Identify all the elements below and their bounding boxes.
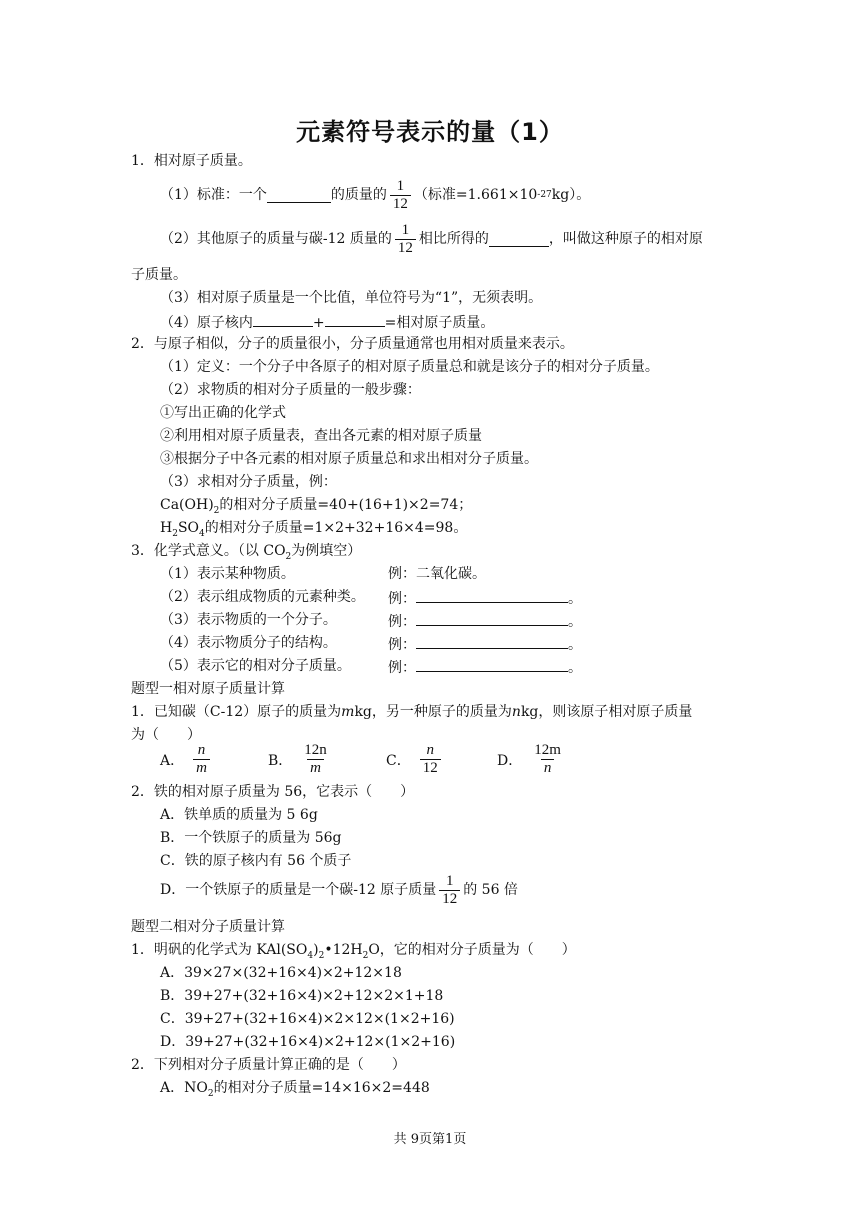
fill-blank[interactable]: [253, 312, 313, 327]
s1-line-1: [160, 176, 590, 214]
s2-step-3: ③根据分子中各元素的相对原子质量总和求出相对分子质量。: [160, 451, 538, 467]
fraction-denominator: 12: [395, 239, 416, 257]
option-text: A．NO: [160, 1080, 208, 1096]
s3-item-1-example: 例：二氧化碳。: [388, 566, 486, 582]
formula-text: SO: [177, 520, 200, 536]
fraction-numerator: 1: [396, 177, 405, 194]
t1-question-1: [131, 703, 692, 721]
option-fraction: [420, 742, 441, 777]
topic-1-heading: 题型一相对原子质量计算: [131, 681, 285, 697]
subscript: 2: [172, 528, 178, 539]
section-2-heading: 2．与原子相似，分子的质量很小，分子质量通常也用相对质量来表示。: [131, 336, 574, 352]
subscript: 2: [318, 950, 325, 961]
subscript: 2: [213, 505, 220, 516]
fill-blank[interactable]: [267, 188, 331, 203]
formula-text: 的相对分子质量=40+(16+1)×2=74；: [219, 497, 473, 513]
s1-line-2-cont: 子质量。: [131, 267, 187, 283]
s2-step-2: ②利用相对原子质量表，查出各元素的相对原子质量: [160, 428, 482, 444]
option-label: C．: [386, 752, 411, 769]
t2-question-2: 2．下列相对分子质量计算正确的是（ ）: [131, 1057, 406, 1073]
fraction-denominator: 12: [439, 890, 460, 908]
s1-l2-pre: （2）其他原子的质量与碳-12 质量的: [160, 231, 392, 247]
s1-l4-plus: +: [312, 315, 325, 331]
s1-l1-mid: 的质量的: [330, 187, 387, 203]
s1-l2-mid: 相比所得的: [418, 231, 489, 247]
question-text: 1．已知碳（C-12）原子的质量为: [131, 704, 342, 720]
fraction-one-twelfth: [439, 873, 460, 908]
s1-line-3: （3）相对原子质量是一个比值，单位符号为“1”，无须表明。: [160, 290, 543, 306]
fraction-numerator: 1: [401, 221, 410, 238]
example-end: 。: [568, 591, 582, 607]
fill-blank[interactable]: [325, 312, 385, 327]
section-1-heading: 1．相对原子质量。: [131, 153, 252, 169]
t1-q2-option-a[interactable]: A．铁单质的质量为 5 6g: [160, 807, 318, 823]
s2-example-2: [160, 519, 467, 543]
option-c[interactable]: [386, 742, 444, 777]
example-prefix: 例：: [388, 637, 416, 653]
s2-example-1: [160, 496, 472, 520]
example-end: 。: [568, 637, 582, 653]
t1-question-2: 2．铁的相对原子质量为 56，它表示（ ）: [131, 784, 415, 800]
subscript: 2: [285, 551, 292, 562]
t1-question-1-cont: 为（ ）: [131, 727, 201, 743]
example-end: 。: [568, 614, 582, 630]
fraction-one-twelfth: [395, 222, 416, 257]
fill-blank[interactable]: [416, 634, 568, 649]
fraction-numerator: n: [426, 742, 434, 758]
example-prefix: 例：: [388, 660, 416, 676]
fraction-numerator: n: [197, 742, 206, 758]
question-text: kg，另一种原子的质量为: [354, 704, 512, 720]
page-footer: 共 9页第1页: [393, 1132, 467, 1147]
s1-l2-post: ，叫做这种原子的相对原: [548, 231, 703, 247]
option-text: D．一个铁原子的质量是一个碳-12 原子质量: [160, 882, 437, 898]
t1-q2-option-c[interactable]: C．铁的原子核内有 56 个质子: [160, 853, 352, 869]
fraction-denominator: m: [193, 759, 210, 777]
fraction-denominator: 12: [420, 759, 441, 777]
s3-item-1-label: （1）表示某种物质。: [160, 566, 295, 582]
example-prefix: 例：: [388, 591, 416, 607]
s1-l1-end: kg）。: [551, 187, 591, 203]
s3-item-5-example: [388, 657, 582, 677]
s2-step-1: ①写出正确的化学式: [160, 405, 286, 421]
t1-q2-option-d[interactable]: [160, 870, 518, 910]
option-label: A．: [160, 752, 185, 769]
subscript: 4: [307, 950, 314, 961]
fill-blank[interactable]: [416, 588, 568, 603]
formula-text: 的相对分子质量=1×2+32+16×4=98。: [204, 520, 468, 536]
s3-item-2-example: [388, 588, 582, 608]
subscript: 2: [207, 1088, 214, 1099]
section-3-heading: [131, 542, 361, 566]
option-label: D．: [497, 752, 523, 769]
fraction-denominator: m: [307, 759, 324, 777]
exponent: -27: [537, 190, 552, 200]
option-label: B．: [268, 752, 293, 769]
t2-q1-option-b[interactable]: B．39+27+(32+16×4)×2+12×2×1+18: [160, 988, 444, 1004]
topic-2-heading: 题型二相对分子质量计算: [131, 919, 285, 935]
option-text: 的相对分子质量=14×16×2=448: [213, 1080, 430, 1096]
option-fraction: [193, 742, 210, 777]
fraction-denominator: n: [541, 759, 555, 777]
fraction-numerator: 12m: [534, 742, 561, 758]
question-text: ): [313, 942, 319, 958]
t2-q1-option-a[interactable]: A．39×27×(32+16×4)×2+12×18: [160, 965, 402, 981]
question-text: kg，则该原子相对原子质量: [520, 704, 693, 720]
fraction-denominator: 12: [390, 195, 411, 213]
fraction-one-twelfth: [390, 178, 411, 213]
heading-text: 3．化学式意义。（以 CO: [131, 543, 286, 559]
s3-item-4-label: （4）表示物质分子的结构。: [160, 635, 337, 651]
t2-question-1: [131, 941, 576, 965]
t2-q2-option-a[interactable]: [160, 1079, 430, 1103]
s1-line-4: [160, 312, 494, 332]
s3-item-3-example: [388, 611, 582, 631]
subscript: 4: [199, 528, 205, 539]
s3-item-4-example: [388, 634, 582, 654]
s3-item-5-label: （5）表示它的相对分子质量。: [160, 658, 351, 674]
s1-l4-pre: （4）原子核内: [160, 315, 253, 331]
example-end: 。: [568, 660, 582, 676]
fill-blank[interactable]: [416, 611, 568, 626]
fill-blank[interactable]: [489, 232, 549, 247]
fraction-numerator: 12n: [304, 742, 327, 758]
question-text: O，它的相对分子质量为（ ）: [368, 942, 576, 958]
formula-text: H: [160, 520, 173, 536]
fill-blank[interactable]: [416, 657, 568, 672]
s3-item-2-label: （2）表示组成物质的元素种类。: [160, 589, 365, 605]
fraction-numerator: 1: [445, 872, 454, 889]
s1-line-2: [160, 220, 703, 258]
question-text: •12H: [324, 942, 363, 958]
subscript: 2: [362, 950, 369, 961]
t2-q1-option-c[interactable]: C．39+27+(32+16×4)×2×12×(1×2+16): [160, 1011, 455, 1027]
option-fraction: [531, 742, 564, 777]
s1-l4-post: =相对原子质量。: [384, 315, 495, 331]
option-a[interactable]: [160, 742, 213, 777]
example-prefix: 例：: [388, 614, 416, 630]
s1-l1-post: （标准=1.661×10: [413, 187, 538, 203]
option-fraction: [301, 742, 330, 777]
variable-m: m: [341, 704, 355, 720]
s2-line-2: （2）求物质的相对分子质量的一般步骤：: [160, 382, 421, 398]
question-text: 1．明矾的化学式为 KAl(SO: [131, 942, 308, 958]
option-b[interactable]: [268, 742, 333, 777]
heading-text: 为例填空）: [291, 543, 362, 559]
page-title: 元素符号表示的量（1）: [296, 118, 564, 146]
t2-q1-option-d[interactable]: D．39+27+(32+16×4)×2+12×(1×2+16): [160, 1034, 456, 1050]
s3-item-3-label: （3）表示物质的一个分子。: [160, 612, 337, 628]
t1-q2-option-b[interactable]: B．一个铁原子的质量为 56g: [160, 830, 342, 846]
s2-line-3: （3）求相对分子质量，例：: [160, 474, 337, 490]
s1-l1-pre: （1）标准：一个: [160, 187, 267, 203]
s2-line-1: （1）定义：一个分子中各原子的相对原子质量总和就是该分子的相对分子质量。: [160, 359, 659, 375]
option-text: 的 56 倍: [463, 882, 518, 898]
variable-n: n: [511, 704, 521, 720]
formula-text: Ca(OH): [160, 497, 214, 513]
option-d[interactable]: [497, 742, 567, 777]
